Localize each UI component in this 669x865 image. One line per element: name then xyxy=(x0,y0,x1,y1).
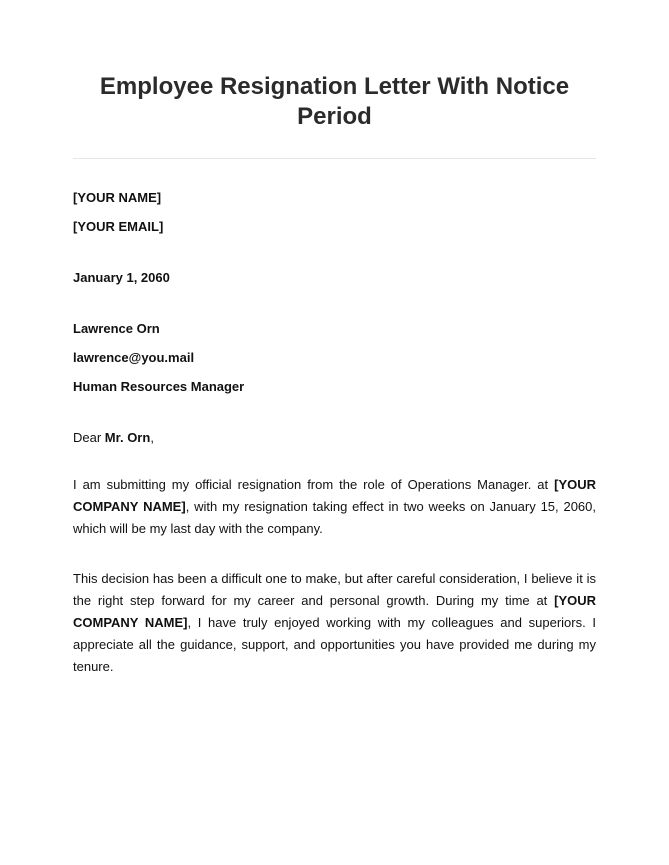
salutation-prefix: Dear xyxy=(73,430,105,445)
letter-page xyxy=(0,72,669,865)
letter-date xyxy=(73,263,596,292)
recipient-title: Human Resources Manager xyxy=(73,379,245,394)
salutation-name: Mr. Orn xyxy=(104,430,151,445)
paragraph-2 xyxy=(73,568,596,678)
salutation xyxy=(73,423,596,452)
paragraph-2-text-a: This decision has been a difficult one to make, but after careful consideration, I believe it is the right step forward for my career and personal growth. During my time at xyxy=(73,571,596,608)
paragraph-1 xyxy=(73,474,596,540)
paragraph-1-company: [YOUR COMPANY NAME] xyxy=(73,477,596,514)
recipient-email: lawrence@you.mail xyxy=(73,350,195,365)
date-text: January 1, 2060 xyxy=(73,270,170,285)
sender-email: [YOUR EMAIL] xyxy=(73,219,164,234)
sender-block xyxy=(73,183,596,241)
title-divider xyxy=(73,158,596,159)
recipient-block xyxy=(73,314,596,401)
paragraph-1-text-a: I am submitting my official resignation from the role of Operations Manager. at xyxy=(73,477,555,492)
document-title: Employee Resignation Letter With Notice Period xyxy=(99,73,570,130)
paragraph-2-text-b: , I have truly enjoyed working with my colleagues and superiors. I appreciate all the guidance, support, and opportunities you have provided me during my tenure. xyxy=(73,615,596,674)
paragraph-2-company: [YOUR COMPANY NAME] xyxy=(73,593,596,630)
recipient-name: Lawrence Orn xyxy=(73,321,160,336)
paragraph-1-text-b: , with my resignation taking effect in two weeks on January 15, 2060, which will be my last day with the company. xyxy=(73,499,596,536)
salutation-suffix: , xyxy=(150,430,154,445)
sender-name: [YOUR NAME] xyxy=(73,190,162,205)
